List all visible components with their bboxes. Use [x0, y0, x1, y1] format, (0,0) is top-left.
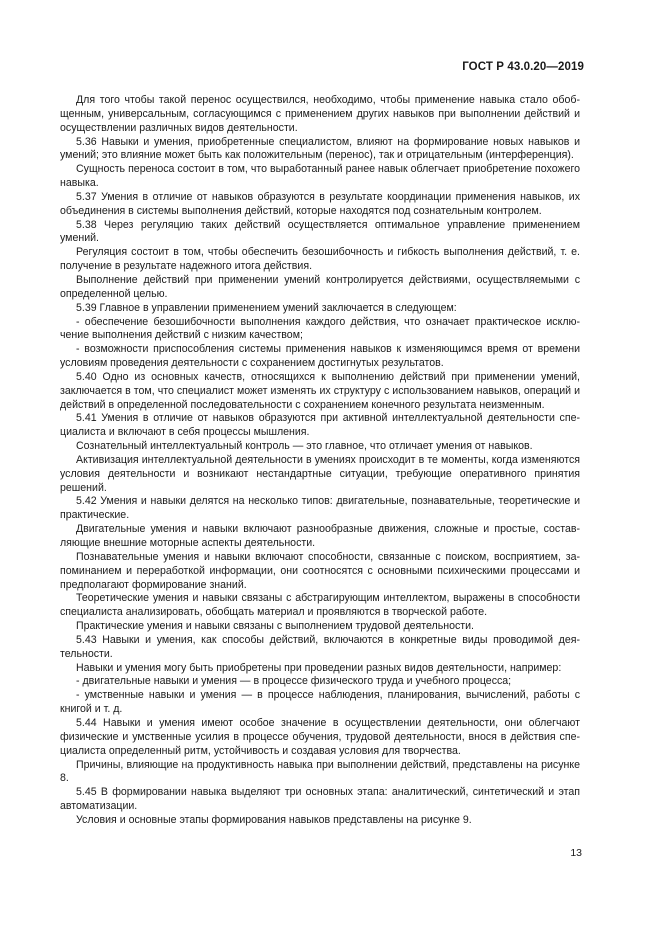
document-header-standard: ГОСТ Р 43.0.20—2019 — [462, 61, 584, 73]
document-body — [60, 94, 580, 828]
paragraph: Практические умения и навыки связаны с выполнением трудовой деятельности. — [76, 620, 474, 633]
paragraph: 5.37 Умения в отличие от навыков образуются в результате координации применения навыков, их объединения в системы выполнения действий, которые находятся под сознательным контролем. — [60, 190, 580, 217]
paragraph: Навыки и умения могу быть приобретены при проведении разных видов деятельности, например: — [76, 661, 562, 674]
page-number: 13 — [570, 847, 582, 859]
list-item: - двигательные навыки и умения — в процессе физического труда и учебного процесса; — [76, 675, 512, 688]
paragraph: 5.41 Умения в отличие от навыков образуются при активной интеллектуальной деятельности специалиста и включают в себя процессы мышления. — [60, 412, 580, 439]
paragraph: 5.36 Навыки и умения, приобретенные специалистом, влияют на формирование новых навыков и умений; это влияние может быть как положительным (перенос), так и отрицательным (интерференция). — [60, 135, 580, 162]
paragraph: 5.44 Навыки и умения имеют особое значение в осуществлении деятельности, они облегчают физические и умственные усилия в процессе обучения, трудовой деятельности, внося в действия специалиста определенный ритм, устойчивость и создавая условия для творчества. — [60, 716, 580, 757]
paragraph: 5.45 В формировании навыка выделяют три основных этапа: аналитический, синтетический и этап автоматизации. — [60, 786, 580, 813]
list-item: - обеспечение безошибочности выполнения каждого действия, что означает практическое исключение выполнения действий с низким качеством; — [60, 315, 580, 342]
paragraph: 5.40 Одно из основных качеств, относящихся к выполнению действий при применении умений, заключается в том, что специалист может изменять их структуру с использованием навыков, операций и действий в определенной последовательности с сохранением конечного результата неизменным. — [60, 370, 580, 411]
list-item: - возможности приспособления системы применения навыков к изменяющимся время от времени условиям проведения деятельности с сохранением достигнутых результатов. — [60, 343, 580, 370]
paragraph: Двигательные умения и навыки включают разнообразные движения, сложные и простые, составляющие внешние моторные аспекты деятельности. — [60, 523, 580, 549]
paragraph: Сущность переноса состоит в том, что выработанный ранее навык облегчает приобретение похожего навыка. — [60, 163, 580, 190]
paragraph: Выполнение действий при применении умений контролируется действиями, осуществляемыми с определенной целью. — [60, 273, 580, 300]
paragraph: Регуляция состоит в том, чтобы обеспечить безошибочность и гибкость выполнения действий, т. е. получение в результате надежного итога действия. — [60, 246, 580, 273]
paragraph: Сознательный интеллектуальный контроль — это главное, что отличает умения от навыков. — [76, 440, 533, 453]
paragraph: Познавательные умения и навыки включают способности, связанные с поиском, восприятием, запоминанием и переработкой информации, они соотносятся с основными психическими процессами и предполагают формирование знаний. — [60, 550, 580, 591]
paragraph: Условия и основные этапы формирования навыков представлены на рисунке 9. — [76, 813, 472, 826]
paragraph: 5.38 Через регуляцию таких действий осуществляется оптимальное управление применением умений. — [60, 218, 580, 245]
paragraph: Причины, влияющие на продуктивность навыка при выполнении действий, представлены на рисунке 8. — [60, 758, 580, 785]
list-item: - умственные навыки и умения — в процессе наблюдения, планирования, вычислений, работы с книгой и т. д. — [60, 689, 580, 716]
paragraph: 5.42 Умения и навыки делятся на несколько типов: двигательные, познавательные, теоретические и практические. — [60, 495, 580, 522]
paragraph: Теоретические умения и навыки связаны с абстрагирующим интеллектом, выражены в способности специалиста анализировать, обобщать материал и проявляются в творческой работе. — [60, 592, 580, 619]
paragraph: Для того чтобы такой перенос осуществился, необходимо, чтобы применение навыка стало обобщенным, универсальным, согласующимся с применением других навыков при выполнении действий и осуществлении различных видов деятельности. — [60, 94, 580, 134]
paragraph: 5.39 Главное в управлении применением умений заключается в следующем: — [76, 301, 457, 314]
paragraph: 5.43 Навыки и умения, как способы действий, включаются в конкретные виды проводимой деятельности. — [60, 633, 580, 660]
paragraph: Активизация интеллектуальной деятельности в умениях происходит в те моменты, когда изменяются условия деятельности и возникают нестандартные ситуации, требующие оперативного принятия решений. — [60, 453, 580, 494]
